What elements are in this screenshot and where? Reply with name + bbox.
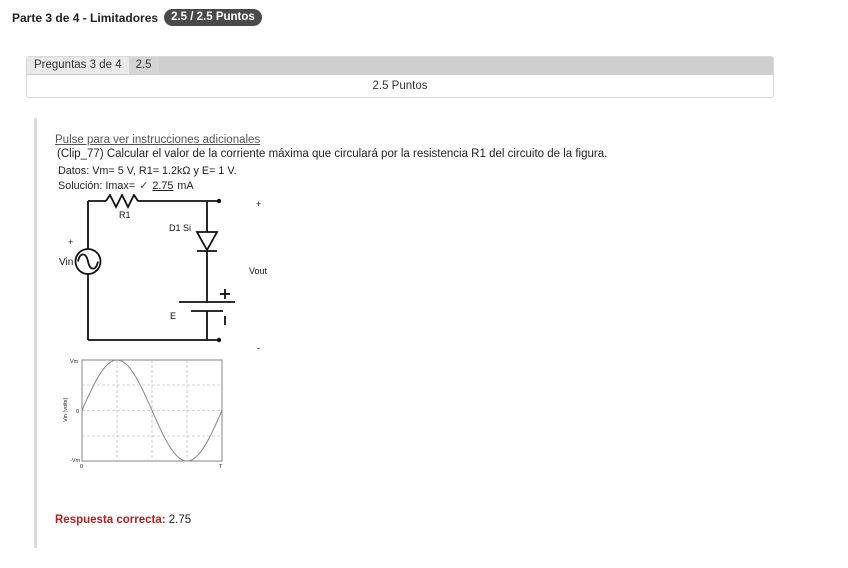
answer-unit: mA	[177, 179, 194, 192]
diode-triangle	[197, 232, 217, 250]
vout-minus: -	[257, 343, 260, 353]
y-axis-label: Vin (volts)	[63, 397, 69, 422]
question-text: (Clip_77) Calcular el valor de la corriente máxima que circulará por la resistencia R1 del circuito de la figura.	[57, 148, 608, 160]
question-tabs	[27, 57, 773, 75]
output-node-bottom	[217, 338, 221, 342]
instructions-link[interactable]: Pulse para ver instrucciones adicionales	[55, 134, 261, 146]
vout-label: Vout	[249, 266, 268, 276]
question-points-value: 2.5	[129, 57, 159, 74]
check-icon: ✓	[139, 180, 149, 192]
question-content	[34, 118, 637, 548]
correct-answer	[55, 514, 191, 526]
diode-label: D1 Si	[169, 223, 192, 233]
answer-value: 2.75	[152, 179, 174, 192]
output-node-top	[217, 199, 221, 203]
correct-answer-value: 2.75	[168, 514, 192, 526]
resistor-label: R1	[119, 210, 131, 220]
y-tick-bottom: -Vm	[70, 458, 81, 464]
part-header	[12, 9, 262, 26]
vout-plus: +	[256, 199, 262, 209]
score-badge: 2.5 / 2.5 Puntos	[164, 9, 262, 26]
battery-label: E	[170, 311, 177, 321]
question-data: Datos: Vm= 5 V, R1= 1.2kΩ y E= 1 V.	[58, 165, 237, 177]
resistor-r1	[106, 195, 138, 207]
solution-label: Solución: Imax=	[58, 179, 136, 192]
correct-answer-label: Respuesta correcta:	[55, 514, 166, 526]
source-sine	[78, 254, 98, 268]
question-points: 2.5 Puntos	[372, 80, 428, 92]
question-info-box	[26, 56, 774, 98]
x-tick-start: 0	[80, 464, 84, 470]
y-tick-top: Vm	[70, 359, 79, 365]
solution-line	[58, 179, 194, 192]
question-count-label: Preguntas 3 de 4	[27, 57, 129, 74]
y-tick-mid: 0	[76, 409, 80, 415]
waveform-plot	[55, 354, 230, 472]
circuit-diagram	[51, 194, 281, 354]
part-title: Parte 3 de 4 - Limitadores	[12, 10, 159, 25]
source-plus: +	[68, 237, 74, 247]
x-tick-end: T	[219, 464, 223, 470]
source-label: Vin	[59, 257, 74, 268]
